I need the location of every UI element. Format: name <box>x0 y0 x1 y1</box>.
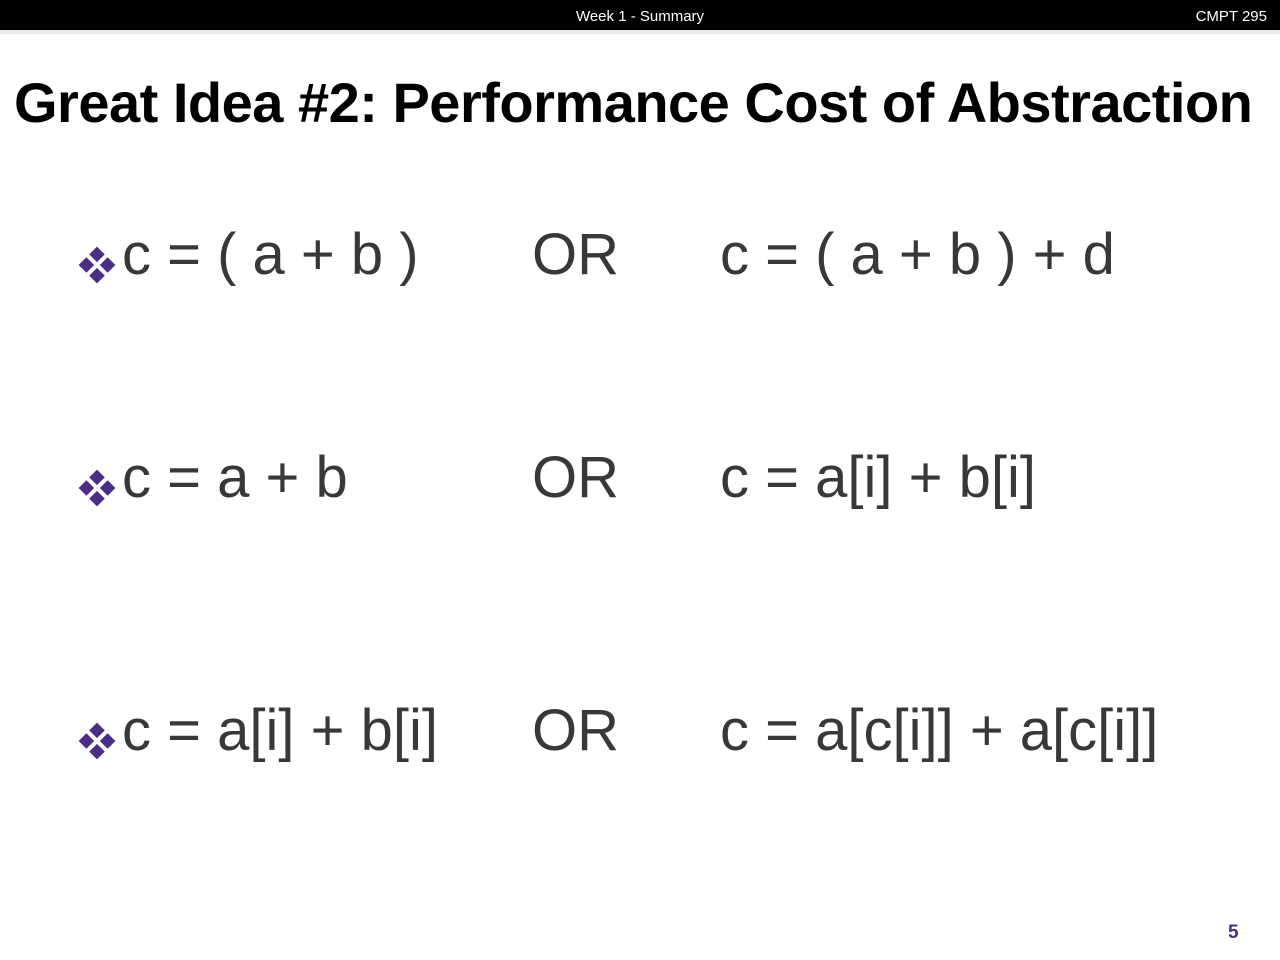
expression-left: c = ( a + b ) <box>122 222 419 287</box>
bullet-row <box>0 697 1280 765</box>
page-number: 5 <box>1228 922 1239 943</box>
bullet-row <box>0 444 1280 512</box>
expression-right: c = a[c[i]] + a[c[i]] <box>720 698 1159 763</box>
diamond-bullet-icon <box>79 470 116 507</box>
expression-left: c = a[i] + b[i] <box>122 698 438 763</box>
expression-right: c = a[i] + b[i] <box>720 445 1036 510</box>
or-label: OR <box>532 222 619 287</box>
course-code-label: CMPT 295 <box>1195 8 1267 25</box>
or-label: OR <box>532 445 619 510</box>
page-title: Great Idea #2: Performance Cost of Abstraction <box>14 71 1253 134</box>
diamond-bullet-icon <box>79 247 116 284</box>
or-label: OR <box>532 698 619 763</box>
expression-right: c = ( a + b ) + d <box>720 222 1115 287</box>
expression-left: c = a + b <box>122 445 348 510</box>
header-bar <box>0 0 1280 34</box>
diamond-bullet-icon <box>79 723 116 760</box>
header-title: Week 1 - Summary <box>575 8 705 25</box>
bullet-row <box>0 221 1280 289</box>
